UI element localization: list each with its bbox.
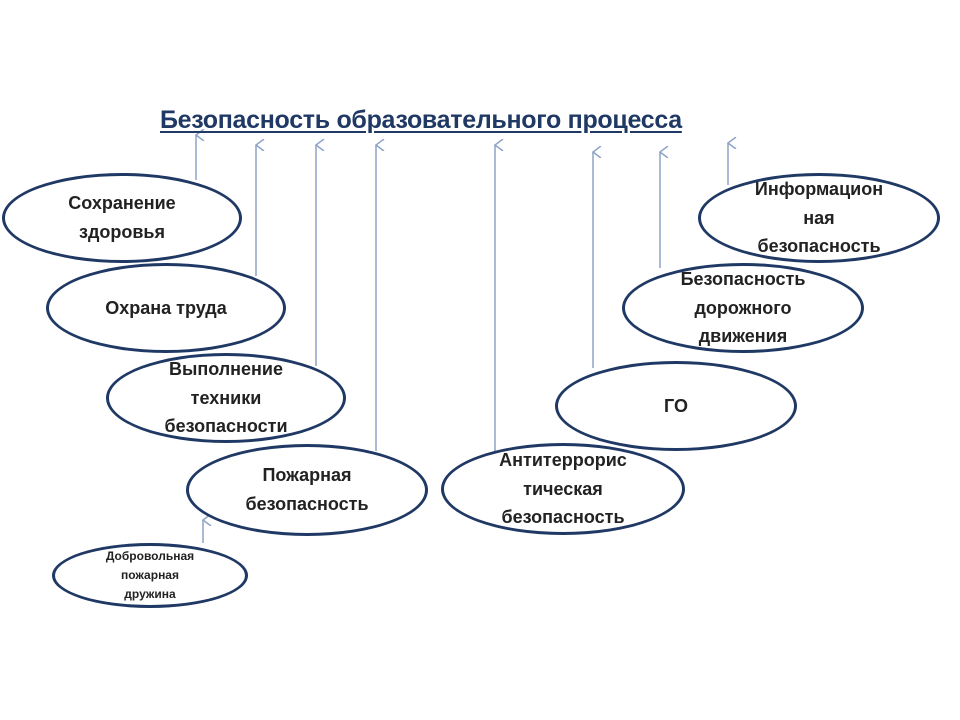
diagram-title: Безопасность образовательного процесса — [160, 106, 682, 134]
node-fire-squad-line-2: пожарная — [120, 567, 179, 582]
node-road-line-1: Безопасность — [680, 268, 806, 289]
node-health-line-1: Сохранение — [68, 193, 176, 214]
node-labor-protection — [46, 263, 286, 353]
node-civil-defense — [555, 361, 797, 451]
node-fire-line-2: безопасность — [245, 494, 369, 514]
node-volunteer-fire-squad — [52, 543, 248, 608]
node-civil-defense-line-1: ГО — [664, 395, 688, 416]
node-information-security — [698, 173, 940, 263]
node-road-line-3: движения — [698, 326, 788, 347]
node-antiterror-line-1: Антитеррорис — [499, 449, 627, 470]
node-road-line-2: дорожного — [694, 297, 792, 318]
node-health-line-2: здоровья — [79, 222, 165, 242]
node-info-line-2: ная — [803, 207, 835, 228]
node-antiterror-safety — [441, 443, 685, 535]
node-antiterror-line-3: безопасность — [501, 507, 625, 528]
node-info-line-3: безопасность — [757, 236, 881, 257]
node-fire-safety — [186, 444, 428, 536]
node-road-safety — [622, 263, 864, 353]
node-safety-rules-line-1: Выполнение — [168, 358, 284, 379]
node-fire-squad-line-1: Добровольная — [105, 548, 195, 563]
node-safety-rules-line-3: безопасности — [164, 416, 288, 437]
node-antiterror-line-2: тическая — [523, 478, 603, 499]
node-health-preservation — [2, 173, 242, 263]
node-safety-rules — [106, 353, 346, 443]
node-safety-rules-line-2: техники — [190, 387, 262, 408]
node-fire-squad-line-3: дружина — [124, 587, 176, 602]
node-fire-line-1: Пожарная — [262, 465, 352, 486]
node-info-line-1: Информацион — [754, 178, 884, 199]
node-labor-line-1: Охрана труда — [105, 297, 227, 318]
